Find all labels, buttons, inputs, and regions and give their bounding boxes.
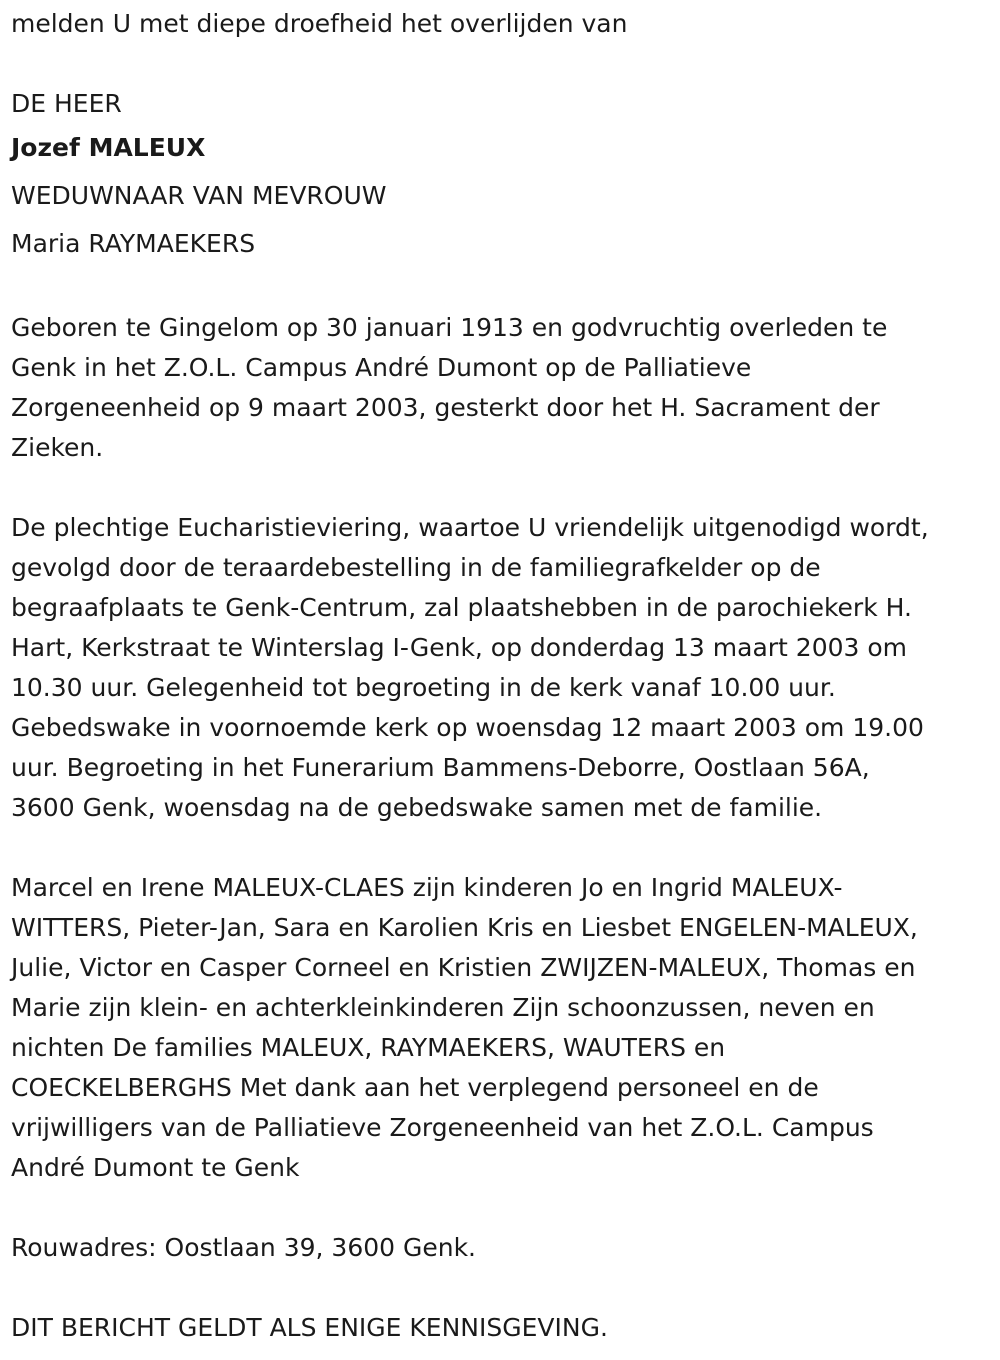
paragraph-line: 3600 Genk, woensdag na de gebedswake samen met de familie. xyxy=(11,793,823,822)
spacer xyxy=(11,44,988,84)
spacer xyxy=(11,828,988,868)
deceased-title: DE HEER xyxy=(11,89,122,118)
deceased-block xyxy=(11,84,988,268)
paragraph-line: Marcel en Irene MALEUX-CLAES zijn kinderen Jo en Ingrid MALEUX- xyxy=(11,873,843,902)
spacer xyxy=(11,468,988,508)
paragraph-line: Geboren te Gingelom op 30 januari 1913 en godvruchtig overleden te xyxy=(11,313,888,342)
intro-text: melden U met diepe droefheid het overlijden van xyxy=(11,9,628,38)
paragraph-line: vrijwilligers van de Palliatieve Zorgeneenheid van het Z.O.L. Campus xyxy=(11,1113,874,1142)
paragraph-line: De plechtige Eucharistieviering, waartoe U vriendelijk uitgenodigd wordt, xyxy=(11,513,929,542)
paragraph-line: 10.30 uur. Gelegenheid tot begroeting in de kerk vanaf 10.00 uur. xyxy=(11,673,836,702)
paragraph-line: WITTERS, Pieter-Jan, Sara en Karolien Kris en Liesbet ENGELEN-MALEUX, xyxy=(11,913,918,942)
birth-death-paragraph xyxy=(11,308,988,468)
paragraph-line: uur. Begroeting in het Funerarium Bammens-Deborre, Oostlaan 56A, xyxy=(11,753,870,782)
paragraph-line: Gebedswake in voornoemde kerk op woensdag 12 maart 2003 om 19.00 xyxy=(11,713,924,742)
family-paragraph xyxy=(11,868,988,1188)
paragraph-line: COECKELBERGHS Met dank aan het verplegend personeel en de xyxy=(11,1073,819,1102)
paragraph-line: nichten De families MALEUX, RAYMAEKERS, WAUTERS en xyxy=(11,1033,726,1062)
paragraph-line: Zorgeneenheid op 9 maart 2003, gesterkt door het H. Sacrament der xyxy=(11,393,880,422)
mourning-address: Rouwadres: Oostlaan 39, 3600 Genk. xyxy=(11,1233,477,1262)
spacer xyxy=(11,1268,988,1308)
deceased-relation: WEDUWNAAR VAN MEVROUW xyxy=(11,181,387,210)
ceremony-paragraph xyxy=(11,508,988,828)
paragraph-line: André Dumont te Genk xyxy=(11,1153,300,1182)
paragraph-line: Hart, Kerkstraat te Winterslag I-Genk, op donderdag 13 maart 2003 om xyxy=(11,633,908,662)
spacer xyxy=(11,1188,988,1228)
paragraph-line: begraafplaats te Genk-Centrum, zal plaatshebben in de parochiekerk H. xyxy=(11,593,912,622)
spacer xyxy=(11,268,988,308)
closing-notice: DIT BERICHT GELDT ALS ENIGE KENNISGEVING. xyxy=(11,1313,608,1342)
paragraph-line: Genk in het Z.O.L. Campus André Dumont op de Palliatieve xyxy=(11,353,752,382)
paragraph-line: Zieken. xyxy=(11,433,104,462)
paragraph-line: Marie zijn klein- en achterkleinkinderen Zijn schoonzussen, neven en xyxy=(11,993,875,1022)
deceased-name: Jozef MALEUX xyxy=(11,133,206,162)
paragraph-line: Julie, Victor en Casper Corneel en Kristien ZWIJZEN-MALEUX, Thomas en xyxy=(11,953,916,982)
spouse-name: Maria RAYMAEKERS xyxy=(11,229,256,258)
paragraph-line: gevolgd door de teraardebestelling in de familiegrafkelder op de xyxy=(11,553,821,582)
